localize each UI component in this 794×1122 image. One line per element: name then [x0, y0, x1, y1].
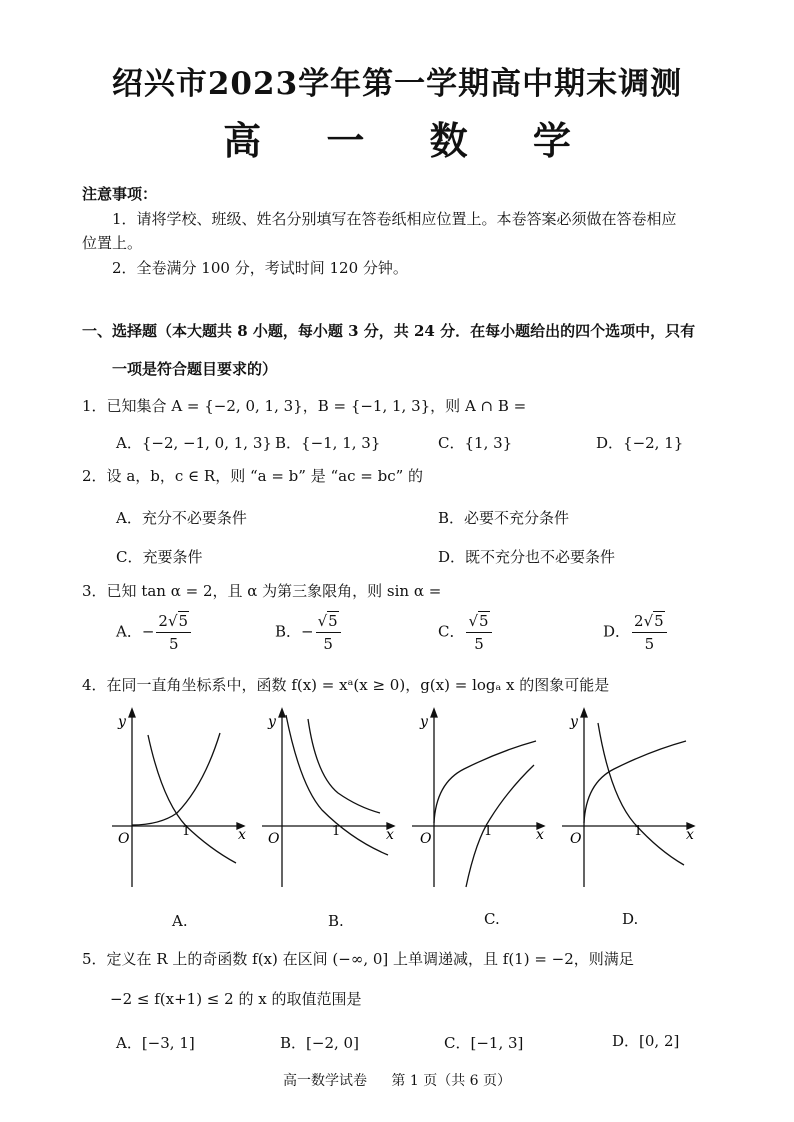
option-fraction: $\frac{2√5}{5}$ [156, 610, 191, 655]
denominator: 5 [644, 635, 655, 653]
q5-option-c: C．[−1, 3] [444, 1034, 524, 1052]
notes-line-2: 2．全卷满分 100 分，考试时间 120 分钟。 [112, 259, 408, 277]
footer-page-number: 第 1 页（共 6 页） [391, 1073, 512, 1089]
power-curve [132, 733, 220, 825]
x-axis-label: x [238, 827, 246, 843]
notes-line-1a: 1．请将学校、班级、姓名分别填写在答卷纸相应位置上。本卷答案必须做在答卷相应 [112, 210, 677, 228]
question-number: 4． [82, 676, 107, 694]
question-3 [82, 580, 441, 601]
option-fraction: $\frac{2√5}{5}$ [632, 610, 667, 655]
origin-label: O [570, 831, 582, 847]
y-axis-label: y [268, 714, 276, 730]
numerator-radicand: 5 [328, 612, 338, 630]
question-4 [82, 674, 609, 695]
y-axis-arrow-icon [431, 709, 437, 717]
option-label: A． [116, 622, 142, 641]
graph-a-caption: A. [172, 912, 188, 930]
section-heading-a: 一、选择题（本大题共 8 小题，每小题 3 分，共 24 分．在每小题给出的四个选项中，只有 [82, 322, 696, 340]
x-axis-label: x [536, 827, 544, 843]
tick-label: 1 [332, 824, 341, 839]
origin-label: O [268, 831, 280, 847]
q2-option-b: B．必要不充分条件 [438, 509, 570, 527]
option-sign: − [301, 622, 314, 641]
q1-option-b: B．{−1, 1, 3} [275, 434, 381, 452]
denominator: 5 [323, 635, 333, 653]
option-sign: − [141, 622, 155, 641]
origin-label: O [420, 831, 432, 847]
y-axis-label: y [420, 714, 428, 730]
tick-label: 1 [182, 824, 191, 839]
q1-option-d: D．{−2, 1} [596, 434, 684, 452]
numerator-coefficient: 2 [158, 612, 168, 630]
question-stem: 已知 tan α = 2，且 α 为第三象限角，则 sin α = [106, 582, 442, 600]
graph-c-caption: C. [484, 910, 500, 928]
question-stem-line-1: 定义在 R 上的奇函数 f(x) 在区间 (−∞, 0] 上单调递减，且 f(1) = −2，则满足 [106, 950, 634, 968]
log-curve [308, 719, 380, 813]
power-curve [434, 741, 536, 823]
q3-option-c [438, 610, 492, 655]
y-axis-arrow-icon [581, 709, 587, 717]
power-curve [584, 741, 686, 823]
question-stem: 在同一直角坐标系中，函数 f(x) = xᵃ(x ≥ 0)，g(x) = logₐ x 的图象可能是 [106, 676, 610, 694]
question-stem: 设 a，b，c ∈ R，则 “a = b” 是 “ac = bc” 的 [106, 467, 424, 485]
q2-option-c: C．充要条件 [116, 548, 203, 566]
q1-option-a: A．{−2, −1, 0, 1, 3} [116, 434, 272, 452]
y-axis-arrow-icon [279, 709, 285, 717]
graph-a [112, 705, 252, 890]
numerator-radicand: 5 [178, 612, 189, 630]
y-axis-arrow-icon [129, 709, 135, 717]
y-axis-label: y [118, 714, 126, 730]
graph-c [412, 705, 552, 890]
x-axis-label: x [386, 827, 394, 843]
graph-d [562, 705, 702, 890]
option-label: C． [438, 622, 465, 641]
question-1 [82, 395, 526, 416]
numerator-radicand: 5 [654, 612, 664, 630]
numerator-coefficient: 2 [634, 612, 644, 630]
exam-title: 绍兴市2023学年第一学期高中期末调测 [111, 66, 683, 102]
q2-option-a: A．充分不必要条件 [116, 509, 247, 527]
graph-b-caption: B. [328, 912, 344, 930]
question-stem: 已知集合 A = {−2, 0, 1, 3}，B = {−1, 1, 3}，则 A ∩ B = [106, 397, 527, 415]
graph-d-caption: D. [622, 910, 639, 928]
question-number: 2． [82, 467, 107, 485]
numerator-radicand: 5 [479, 612, 489, 630]
q2-option-d: D．既不充分也不必要条件 [438, 548, 616, 566]
notes-heading: 注意事项： [82, 185, 158, 203]
question-2 [82, 465, 423, 486]
option-fraction: $\frac{√5}{5}$ [466, 610, 491, 655]
denominator: 5 [474, 635, 484, 653]
denominator: 5 [168, 635, 179, 653]
option-label: B． [275, 622, 302, 641]
question-number: 1． [82, 397, 107, 415]
q3-option-a [116, 610, 191, 655]
section-heading-b: 一项是符合题目要求的） [112, 360, 278, 378]
y-axis-label: y [570, 714, 578, 730]
option-label: D． [603, 622, 631, 641]
exam-subject: 高 一 数 学 [223, 118, 597, 163]
log-curve [598, 723, 684, 865]
footer-paper-name: 高一数学试卷 [282, 1073, 367, 1089]
question-number: 3． [82, 582, 107, 600]
tick-label: 1 [634, 824, 643, 839]
option-fraction: $\frac{√5}{5}$ [316, 610, 341, 655]
origin-label: O [118, 831, 130, 847]
q1-option-c: C．{1, 3} [438, 434, 513, 452]
log-curve [148, 735, 236, 863]
q5-option-b: B．[−2, 0] [280, 1034, 359, 1052]
notes-line-1b: 位置上。 [82, 234, 143, 252]
q3-option-d [603, 610, 667, 655]
question-5-line-2: −2 ≤ f(x+1) ≤ 2 的 x 的取值范围是 [110, 990, 362, 1008]
page-footer [0, 1070, 794, 1090]
q5-option-a: A．[−3, 1] [116, 1034, 195, 1052]
question-5 [82, 948, 634, 969]
q5-option-d: D．[0, 2] [612, 1032, 680, 1050]
q3-option-b [275, 610, 341, 655]
graph-b [262, 705, 402, 890]
x-axis-label: x [686, 827, 694, 843]
tick-label: 1 [484, 824, 493, 839]
question-number: 5． [82, 950, 107, 968]
